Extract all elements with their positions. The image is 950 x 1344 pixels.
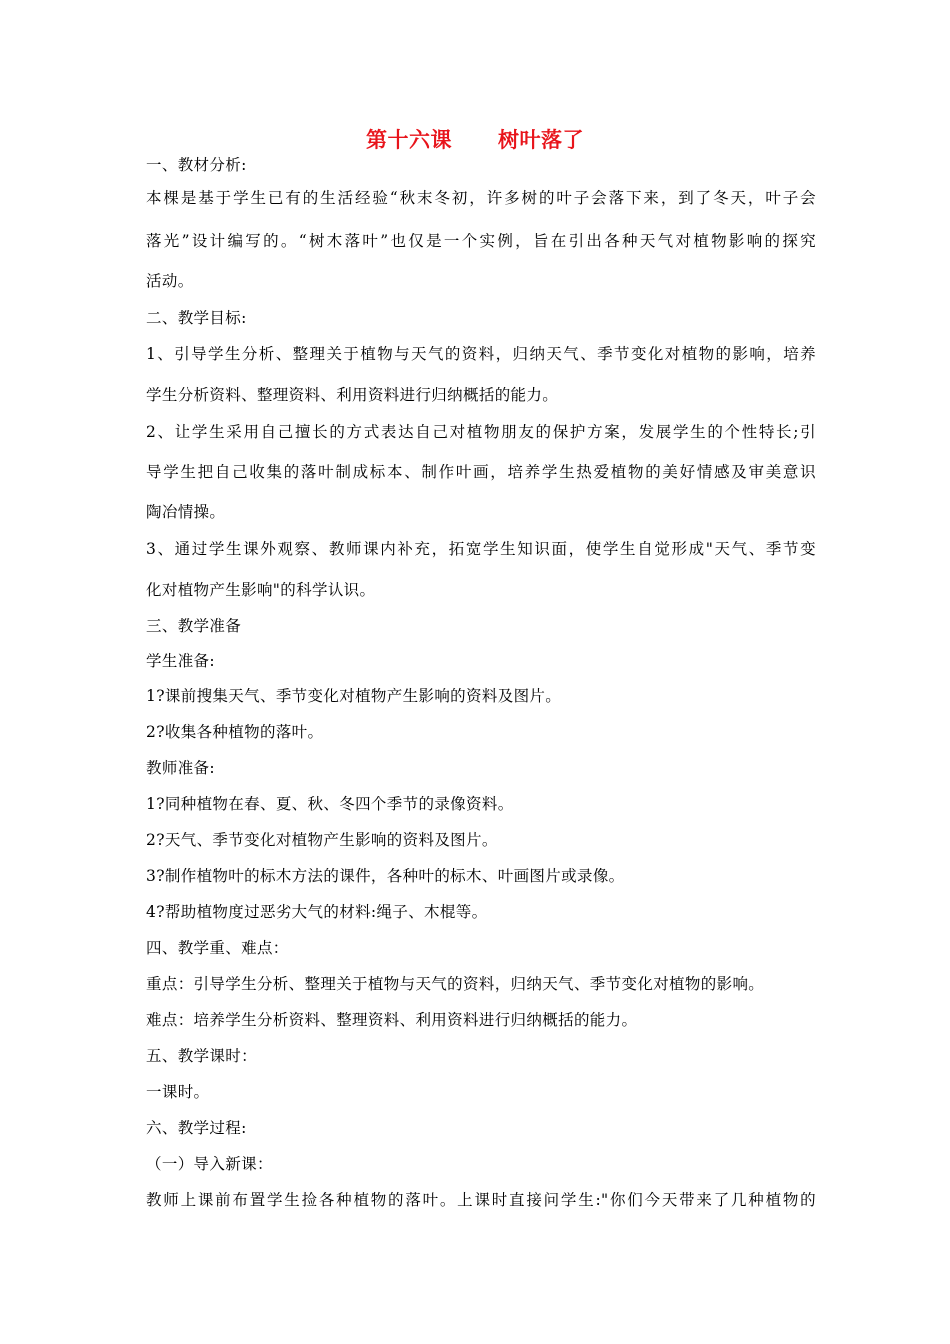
title-lesson-number: 第十六课 xyxy=(366,128,452,152)
paragraph-line: 一课时。 xyxy=(146,1083,210,1101)
section-heading: 五、教学课时： xyxy=(146,1047,257,1065)
list-item: 1?课前搜集天气、季节变化对植物产生影响的资料及图片。 xyxy=(146,687,562,705)
subheading: （一）导入新课： xyxy=(146,1155,273,1173)
section-heading: 四、教学重、难点： xyxy=(146,939,289,957)
paragraph-line: 化对植物产生影响"的科学认识。 xyxy=(146,581,376,599)
paragraph-line: 2、让学生采用自己擅长的方式表达自己对植物朋友的保护方案，发展学生的个性特长;引 xyxy=(146,423,816,441)
paragraph-line: 陶冶情操。 xyxy=(146,503,226,521)
paragraph-line: 活动。 xyxy=(146,272,194,290)
title-lesson-name: 树叶落了 xyxy=(498,128,584,152)
list-item: 2?收集各种植物的落叶。 xyxy=(146,723,324,741)
paragraph-line: 落光”设计编写的。“树木落叶”也仅是一个实例，旨在引出各种天气对植物影响的探究 xyxy=(146,232,816,250)
paragraph-line: 重点：引导学生分析、整理关于植物与天气的资料，归纳天气、季节变化对植物的影响。 xyxy=(146,975,765,993)
section-heading: 二、教学目标: xyxy=(146,309,247,327)
list-item: 4?帮助植物度过恶劣大气的材料:绳子、木棍等。 xyxy=(146,903,488,921)
list-item: 3?制作植物叶的标木方法的课件，各种叶的标木、叶画图片或录像。 xyxy=(146,867,625,885)
paragraph-line: 3、通过学生课外观察、教师课内补充，拓宽学生知识面，使学生自觉形成"天气、季节变 xyxy=(146,540,816,558)
subheading: 学生准备: xyxy=(146,652,215,670)
paragraph-line: 学生分析资料、整理资料、利用资料进行归纳概括的能力。 xyxy=(146,386,559,404)
section-heading: 三、教学准备 xyxy=(146,617,242,635)
list-item: 1?同种植物在春、夏、秋、冬四个季节的录像资料。 xyxy=(146,795,514,813)
paragraph-line: 本棵是基于学生已有的生活经验“秋末冬初，许多树的叶子会落下来，到了冬天，叶子会 xyxy=(146,189,816,207)
paragraph-line: 教师上课前布置学生捡各种植物的落叶。上课时直接问学生:"你们今天带来了几种植物的 xyxy=(146,1191,816,1209)
page-title xyxy=(0,124,950,154)
subheading: 教师准备: xyxy=(146,759,215,777)
paragraph-line: 导学生把自己收集的落叶制成标本、制作叶画，培养学生热爱植物的美好情感及审美意识 xyxy=(146,463,816,481)
section-heading: 一、教材分析: xyxy=(146,156,247,174)
paragraph-line: 1、引导学生分析、整理关于植物与天气的资料，归纳天气、季节变化对植物的影响，培养 xyxy=(146,345,816,363)
section-heading: 六、教学过程: xyxy=(146,1119,247,1137)
list-item: 2?天气、季节变化对植物产生影响的资料及图片。 xyxy=(146,831,498,849)
paragraph-line: 难点：培养学生分析资料、整理资料、利用资料进行归纳概括的能力。 xyxy=(146,1011,638,1029)
